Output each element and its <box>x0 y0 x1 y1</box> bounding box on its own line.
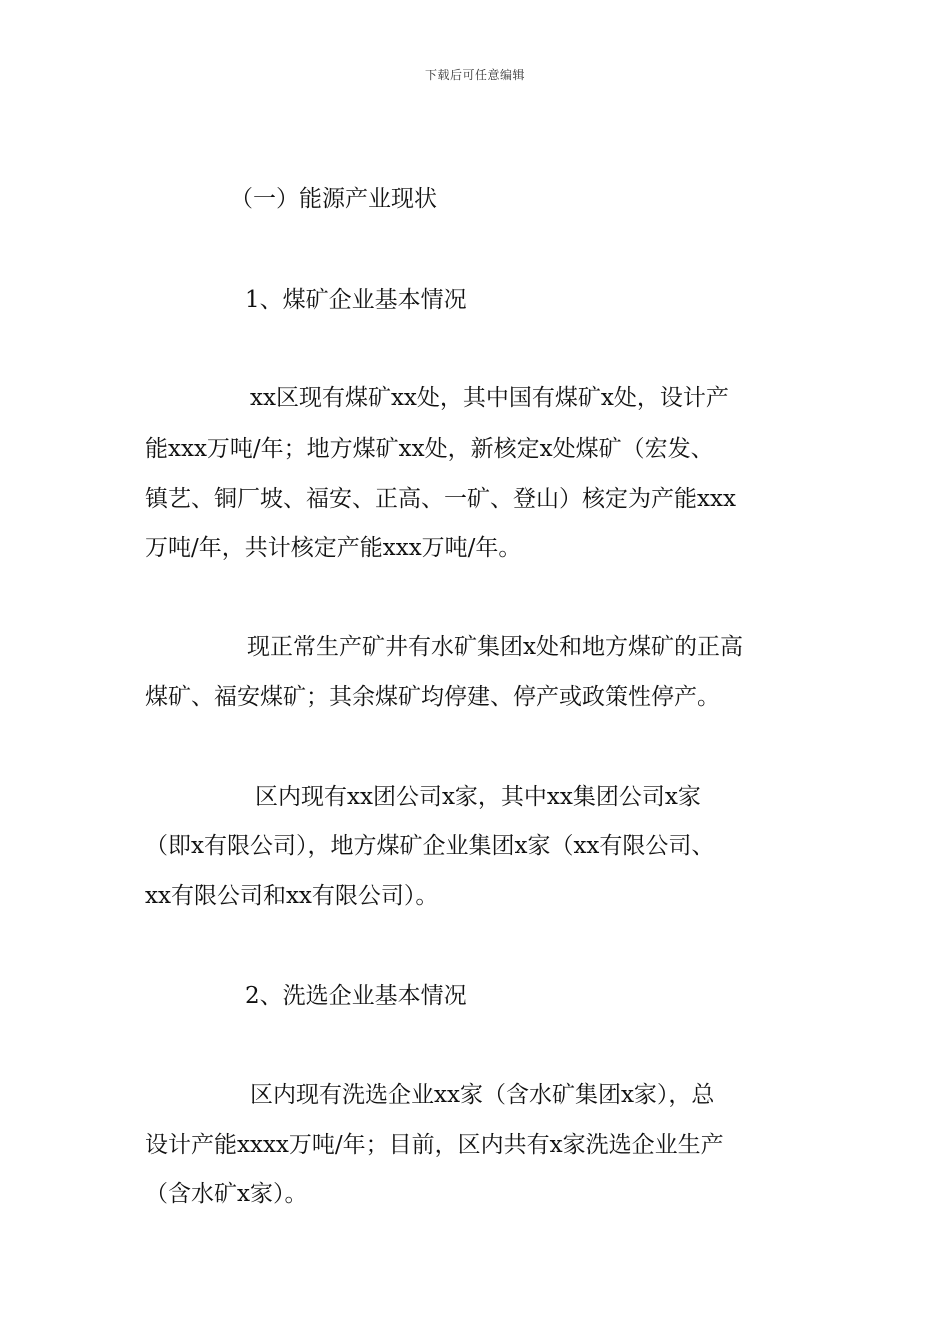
para-2-line-2: 煤矿、福安煤矿；其余煤矿均停建、停产或政策性停产。 <box>145 684 720 710</box>
para-2-line-1: 现正常生产矿井有水矿集团x处和地方煤矿的正高 <box>247 634 743 660</box>
section-heading: （一）能源产业现状 <box>230 186 437 212</box>
para-4-line-2: 设计产能xxxx万吨/年；目前，区内共有x家洗选企业生产 <box>145 1132 724 1158</box>
para-1-line-3: 镇艺、铜厂坡、福安、正高、一矿、登山）核定为产能xxx <box>145 486 736 512</box>
para-1-line-2: 能xxx万吨/年；地方煤矿xx处，新核定x处煤矿（宏发、 <box>145 436 714 462</box>
subheading-washing-plants: 2、洗选企业基本情况 <box>245 983 467 1009</box>
subheading-coal-mines: 1、煤矿企业基本情况 <box>245 287 467 313</box>
para-4-line-1: 区内现有洗选企业xx家（含水矿集团x家），总 <box>250 1082 715 1108</box>
para-3-line-3: xx有限公司和xx有限公司）。 <box>145 883 439 909</box>
para-1-line-1: xx区现有煤矿xx处，其中国有煤矿x处，设计产 <box>250 385 729 411</box>
para-3-line-1: 区内现有xx团公司x家，其中xx集团公司x家 <box>255 784 701 810</box>
para-4-line-3: （含水矿x家）。 <box>145 1181 308 1207</box>
para-1-line-4: 万吨/年，共计核定产能xxx万吨/年。 <box>145 535 522 561</box>
para-3-line-2: （即x有限公司），地方煤矿企业集团x家（xx有限公司、 <box>145 833 715 859</box>
page-header-watermark: 下载后可任意编辑 <box>424 68 525 82</box>
